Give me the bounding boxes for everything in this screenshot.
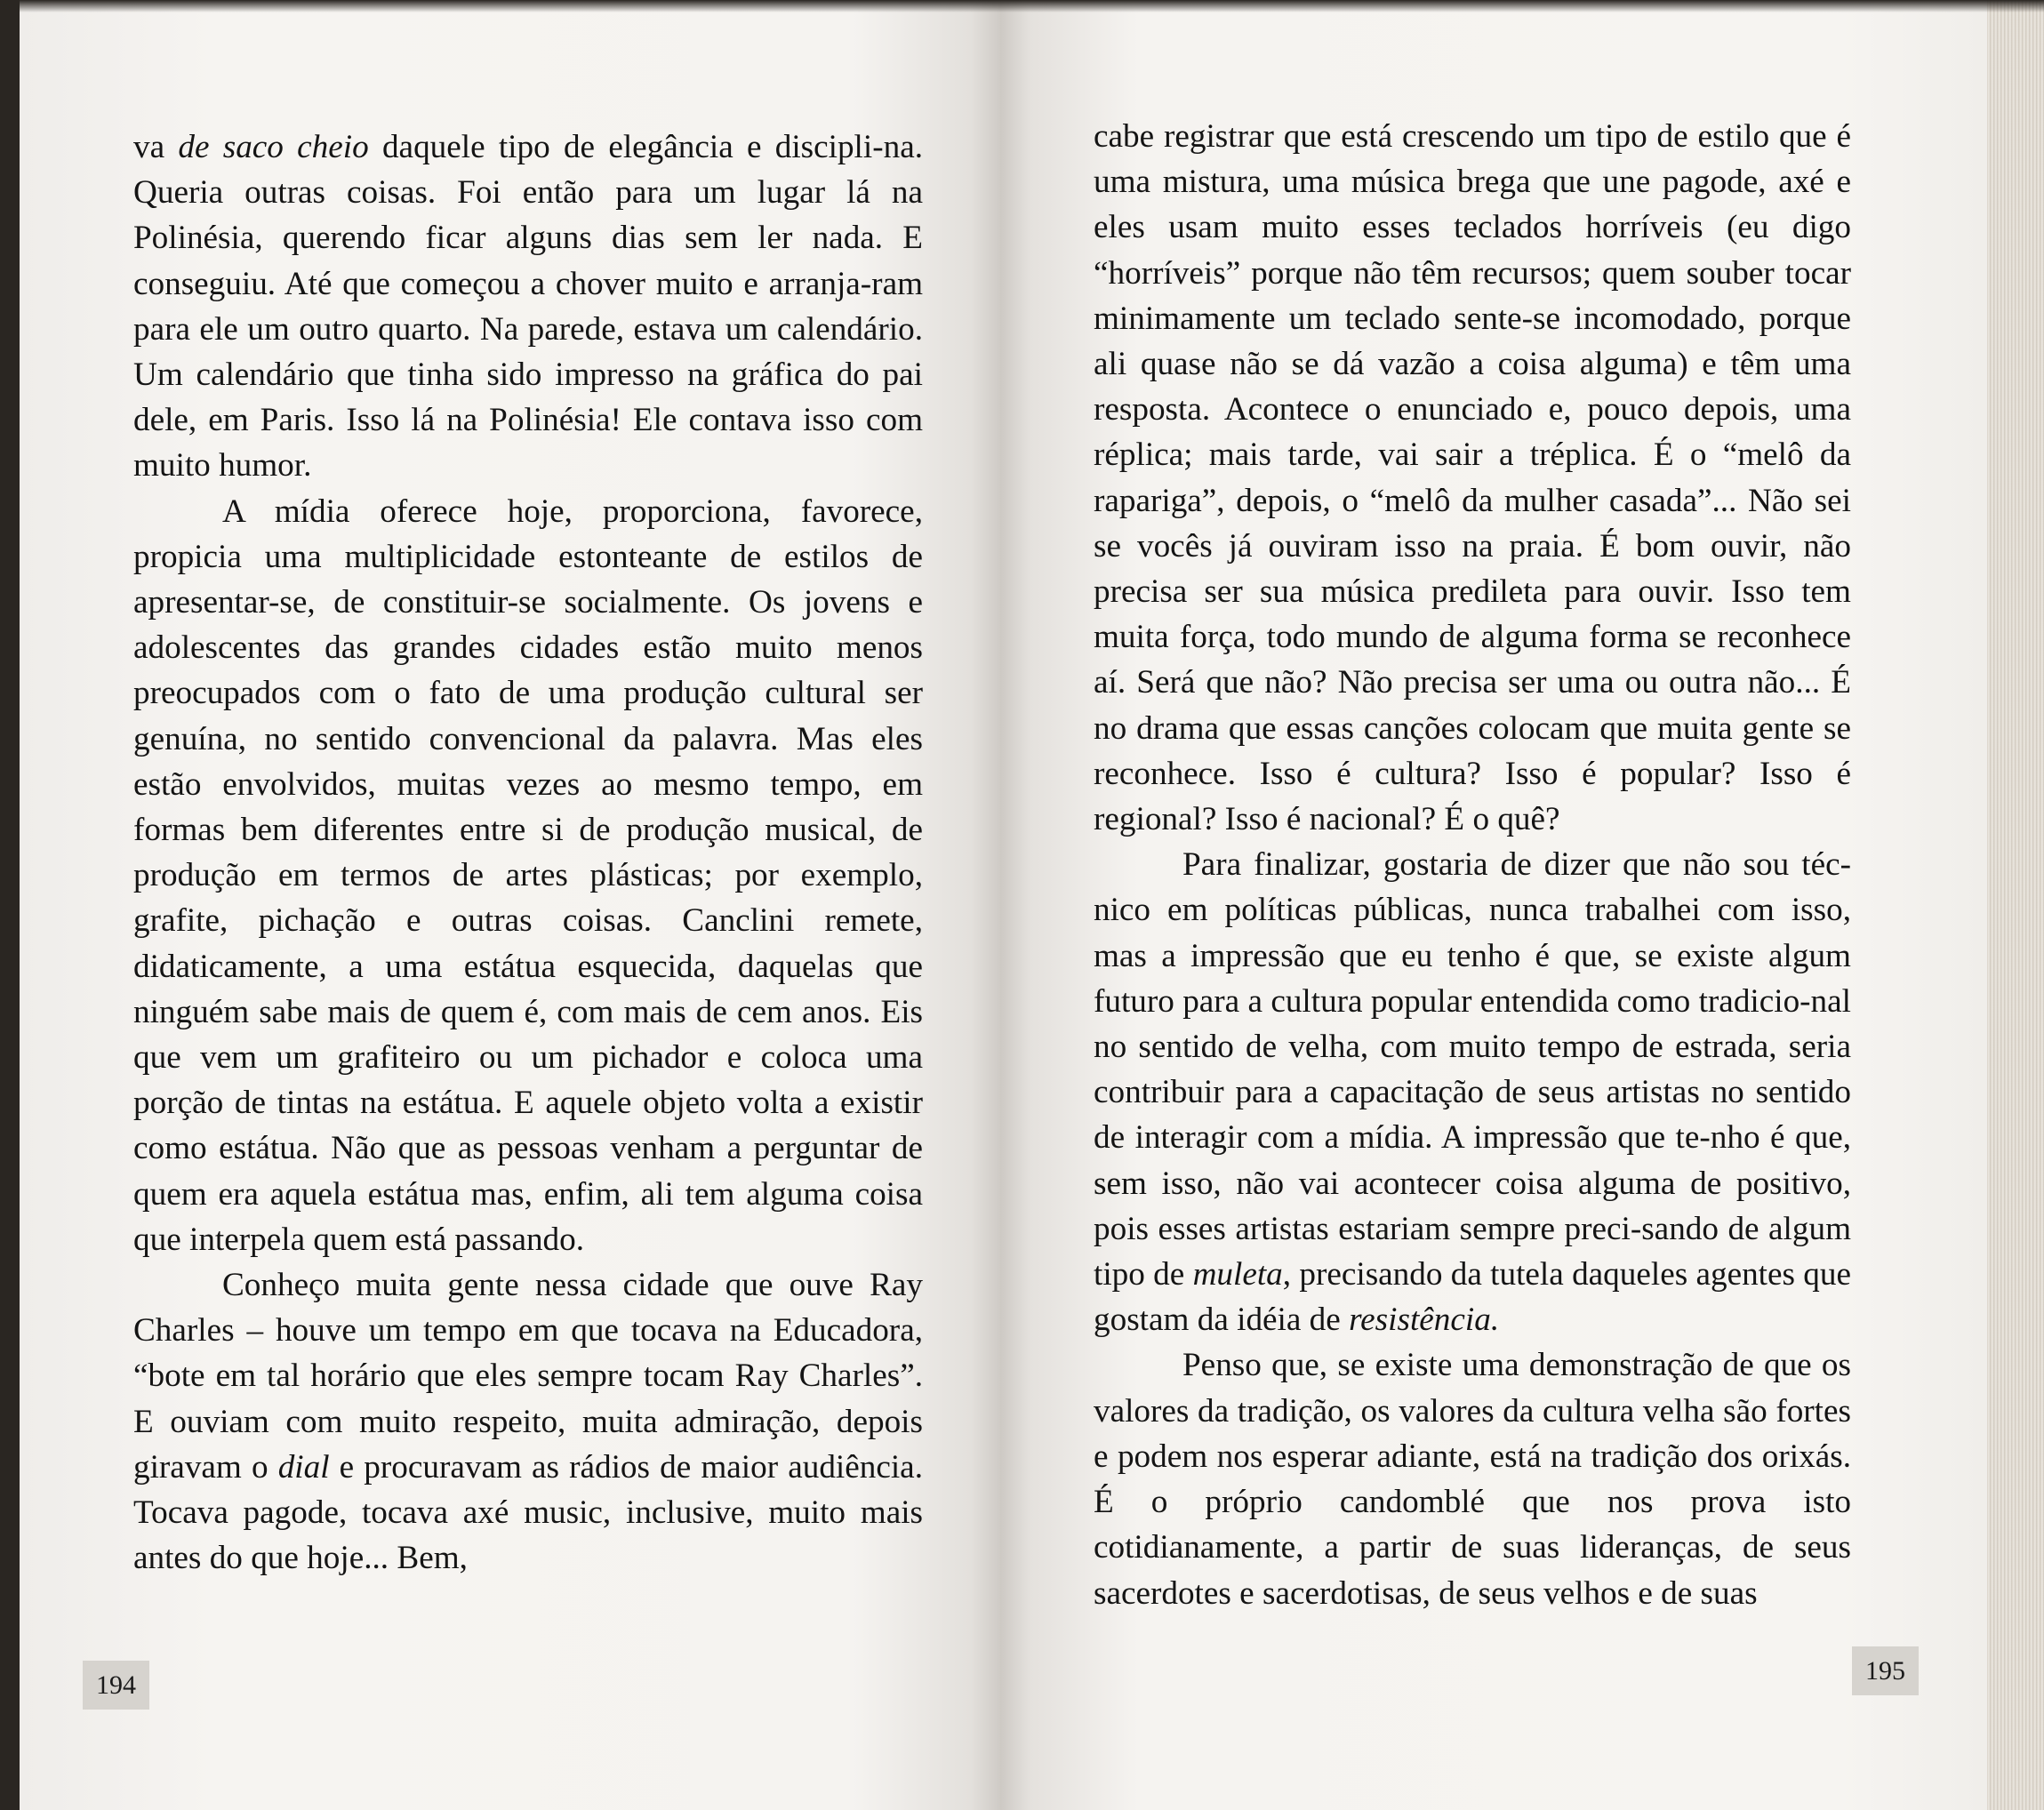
text-run: e procuravam as rádios de maior audiência. Tocava pagode, tocava axé music, inclusive, muito mais antes do que hoje... Bem,	[133, 1448, 923, 1577]
page-number-right: 195	[1852, 1646, 1919, 1695]
text-run: , precisando da tutela daqueles agentes que gostam da idéia de	[1094, 1256, 1851, 1339]
text-run: daquele tipo de elegância e discipli-na. Queria outras coisas. Foi então para um lugar lá na Polinésia, querendo ficar alguns dias sem ler nada. E conseguiu. Até que começou a chover muito e arranja-ram para ele um outro quarto. Na parede, estava um calendário. Um calendário que tinha sido impresso na gráfica do pai dele, em Paris. Isso lá na Polinésia! Ele contava isso com muito humor.	[133, 129, 924, 485]
right-page-text	[1094, 114, 1851, 1616]
italic-run: resistência.	[1349, 1301, 1500, 1339]
text-run: cabe registrar que está crescendo um tipo de estilo que é uma mistura, uma música brega que une pagode, axé e eles usam muito esses teclados horríveis (eu digo “horríveis” porque não têm recursos; quem souber tocar minimamente um teclado sente-se incomodado, porque ali quase não se dá vazão a coisa alguma) e têm uma resposta. Acontece o enunciado e, pouco depois, uma réplica; mais tarde, vai sair a tréplica. É o “melô da rapariga”, depois, o “melô da mulher casada”... Não sei se vocês já ouviram isso na praia. É bom ouvir, não precisa ser sua música predileta para ouvir. Isso tem muita força, todo mundo de alguma forma se reconhece aí. Será que não? Não precisa ser uma ou outra não... É no drama que essas canções colocam que muita gente se reconhece. Isso é cultura? Isso é popular? Isso é regional? Isso é nacional? É o quê?	[1094, 118, 1851, 838]
left-paragraph-3	[133, 1262, 923, 1581]
text-run: Para finalizar, gostaria de dizer que não sou téc-nico em políticas públicas, nunca trabalhei com isso, mas a impressão que eu tenho é que, se existe algum futuro para a cultura popular entendida como tradicio-nal no sentido de velha, com muito tempo de estrada, seria contribuir para a capacitação de seus artistas no sentido de interagir com a mídia. A impressão que te-nho é que, sem isso, não vai acontecer coisa alguma de positivo, pois esses artistas estariam sempre preci-sando de algum tipo de	[1094, 846, 1851, 1293]
italic-run: dial	[277, 1448, 330, 1486]
page-number-left: 194	[83, 1661, 149, 1710]
left-paragraph-2	[133, 489, 923, 1262]
top-shadow	[0, 0, 2044, 12]
text-run: Conheço muita gente nessa cidade que ouve Ray Charles – houve um tempo em que tocava na Educadora, “bote em tal horário que eles sempre tocam Ray Charles”. E ouviam com muito respeito, muita admiração, depois giravam o	[133, 1267, 923, 1486]
page-edges	[1987, 0, 2044, 1810]
right-paragraph-3	[1094, 1342, 1851, 1615]
text-run: Penso que, se existe uma demonstração de que os valores da tradição, os valores da cultura velha são fortes e podem nos esperar adiante, está na tradição dos orixás. É o próprio candomblé que nos prova isto cotidianamente, a partir de suas lideranças, de seus sacerdotes e sacerdotisas, de seus velhos e de suas	[1094, 1347, 1851, 1612]
right-paragraph-1	[1094, 114, 1851, 842]
left-paragraph-1	[133, 124, 923, 489]
italic-run: muleta	[1192, 1256, 1283, 1293]
right-paragraph-2	[1094, 842, 1851, 1342]
left-page-text	[133, 124, 923, 1582]
text-run: va	[133, 129, 179, 165]
text-run: A mídia oferece hoje, proporciona, favorece, propicia uma multiplicidade estonteante de estilos de apresentar-se, de constituir-se socialmente. Os jovens e adolescentes das grandes cidades estão muito menos preocupados com o fato de uma produção cultural ser genuína, no sentido convencional da palavra. Mas eles estão envolvidos, muitas vezes ao mesmo tempo, em formas bem diferentes entre si de produção musical, de produção em termos de artes plásticas; por exemplo, grafite, pichação e outras coisas. Canclini remete, didaticamente, a uma estátua esquecida, daquelas que ninguém sabe mais de quem é, com mais de cem anos. Eis que vem um grafiteiro ou um pichador e coloca uma porção de tintas na estátua. E aquele objeto volta a existir como estátua. Não que as pessoas venham a perguntar de quem era aquela estátua mas, enfim, ali tem alguma coisa que interpela quem está passando.	[133, 493, 923, 1258]
italic-run: de saco cheio	[178, 129, 369, 165]
